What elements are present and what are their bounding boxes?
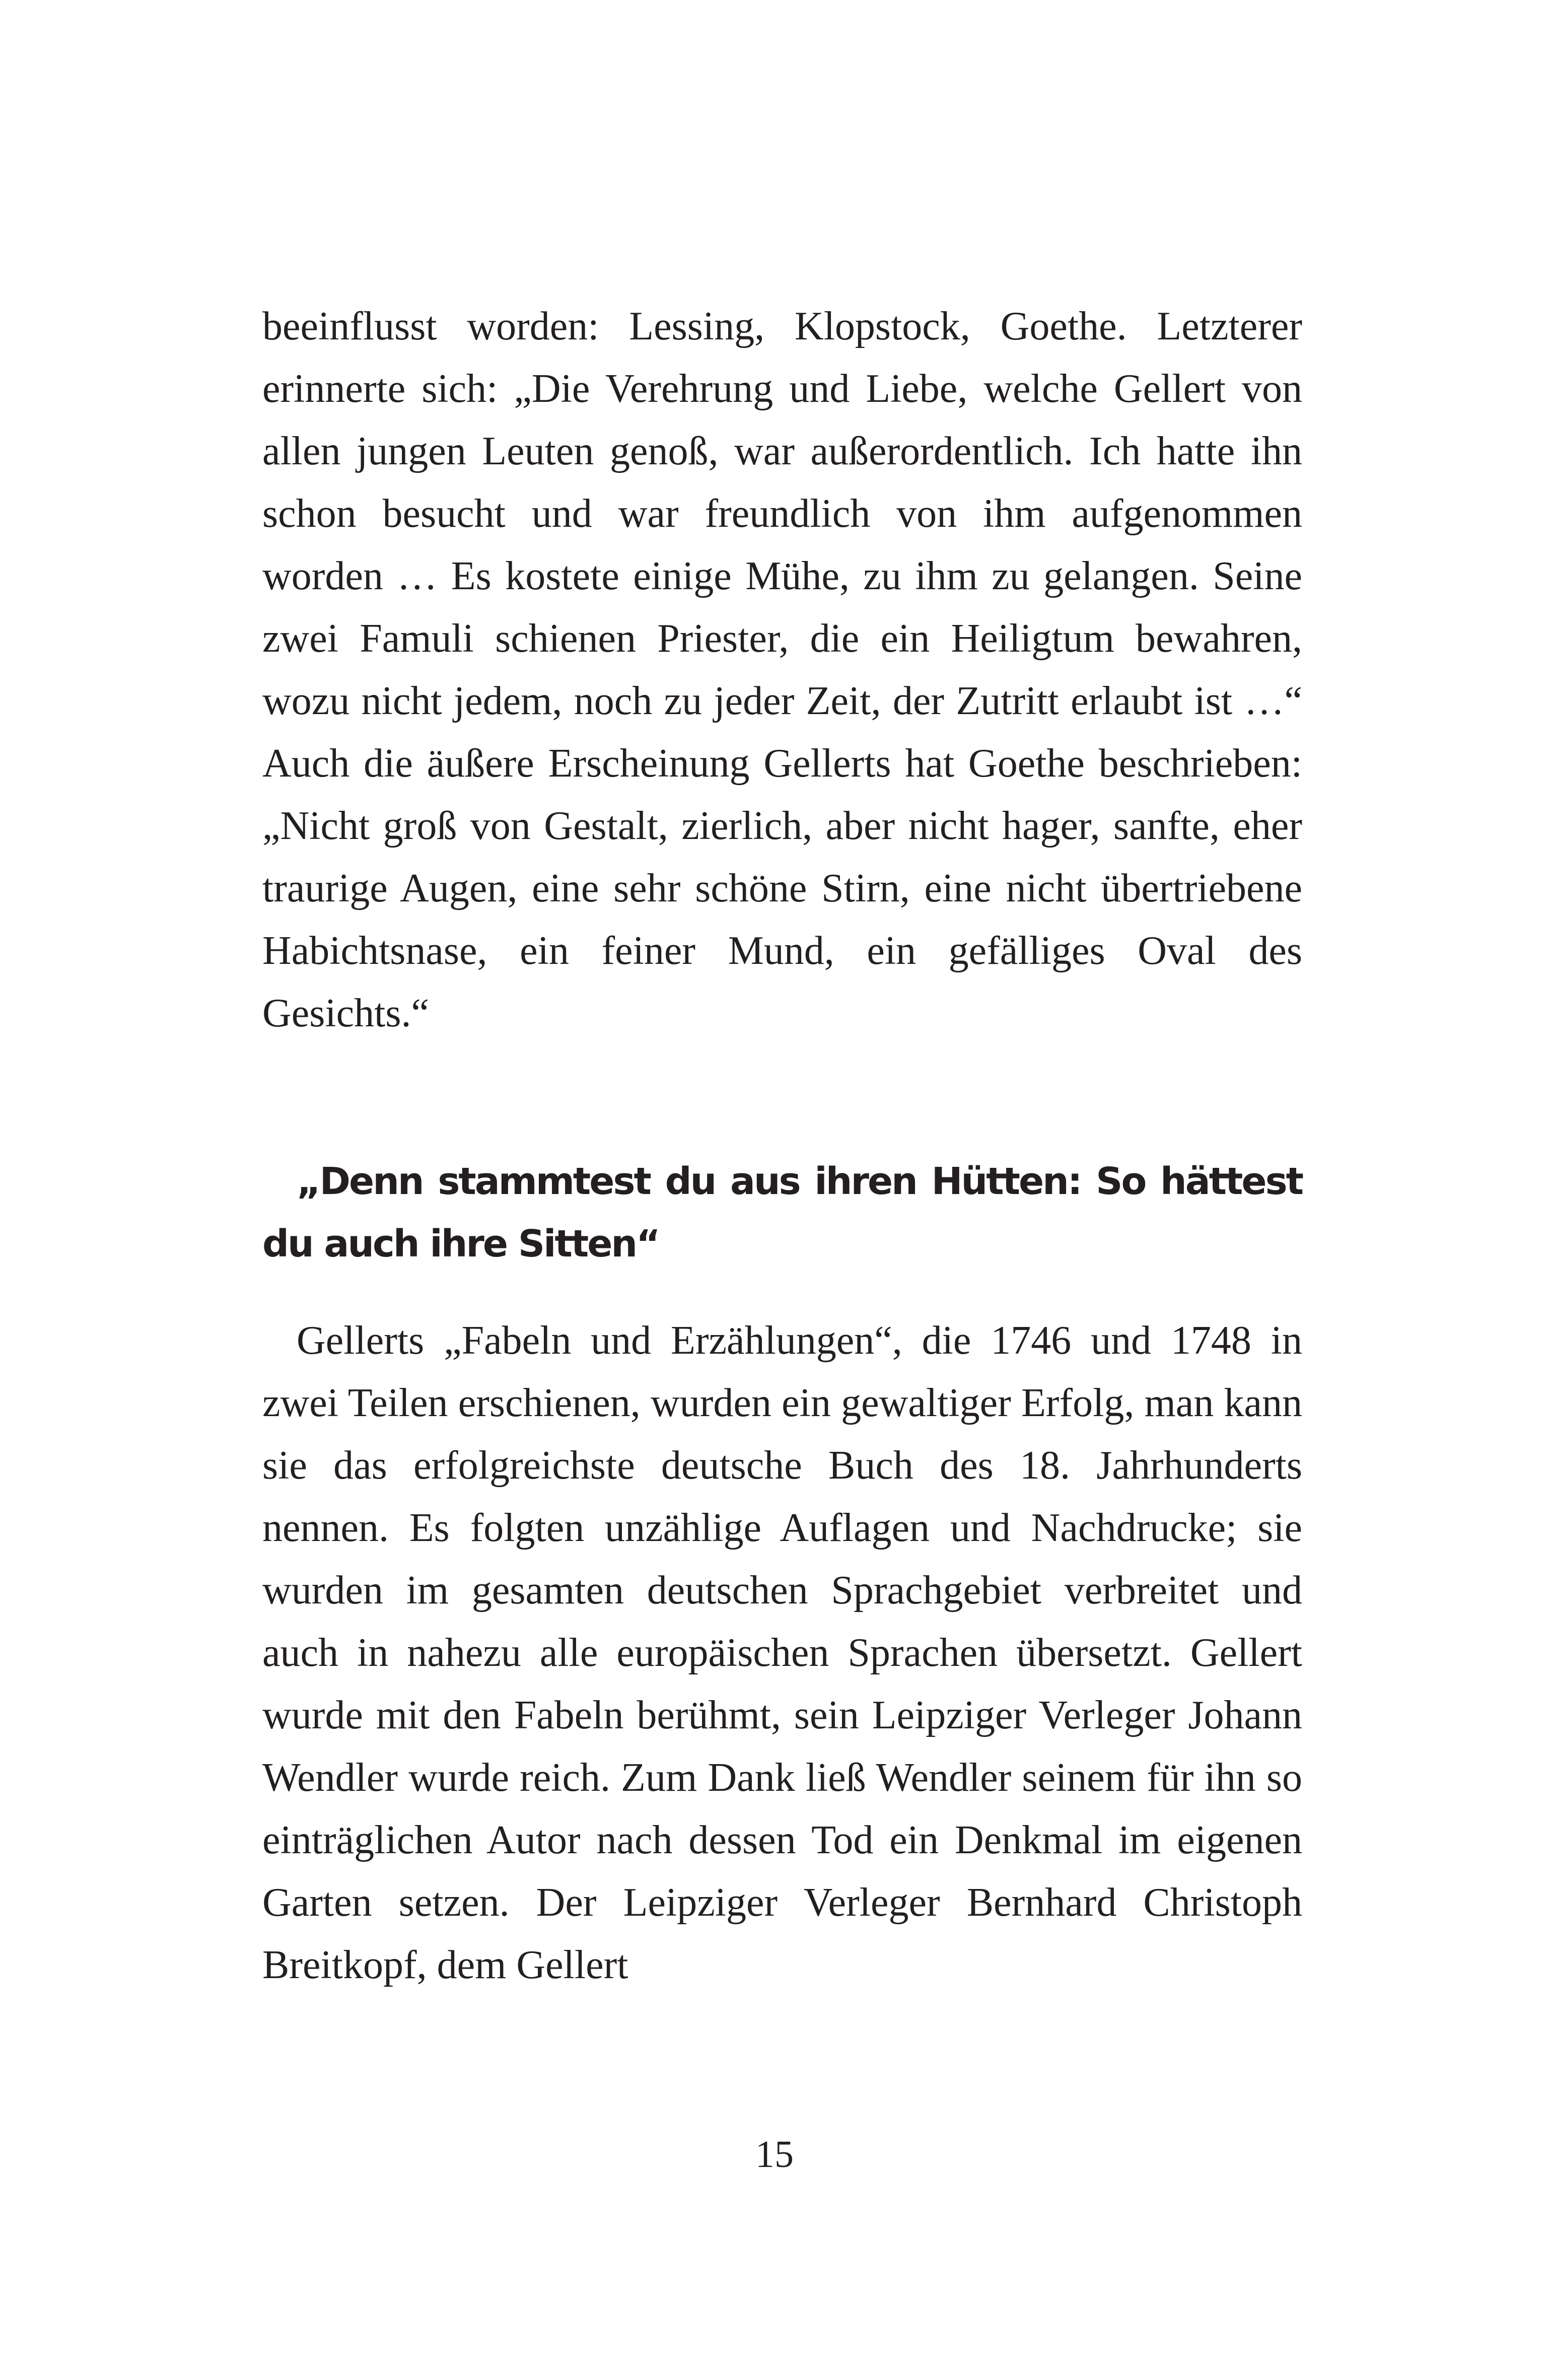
section-heading: „Denn stammtest du aus ihren Hütten: So hättest du auch ihre Sitten“ <box>262 1160 1302 1266</box>
paragraph-goethe-recollection <box>262 295 1302 1044</box>
paragraph-fabeln <box>262 1309 1302 1996</box>
paragraph-text: beeinflusst worden: Lessing, Klopstock, Goethe. Letzterer erinnerte sich: „Die Verehrung und Liebe, welche Gellert von allen jungen Leuten genoß, war außerordentlich. Ich hatte ihn schon besucht und war freundlich von ihm aufgenommen worden … Es kostete einige Mühe, zu ihm zu gelangen. Seine zwei Famuli schienen Priester, die ein Heiligtum bewahren, wozu nicht jedem, noch zu jeder Zeit, der Zutritt erlaubt ist …“ Auch die äußere Erscheinung Gellerts hat Goethe beschrieben: „Nicht groß von Gestalt, zierlich, aber nicht hager, sanfte, eher traurige Augen, eine sehr schöne Stirn, eine nicht übertriebene Habichtsnase, ein feiner Mund, ein gefälliges Oval des Gesichts.“ <box>262 304 1302 1035</box>
section-heading-block <box>262 1150 1302 1275</box>
paragraph-text: Gellerts „Fabeln und Erzählungen“, die 1746 und 1748 in zwei Teilen erschienen, wurden ein gewaltiger Erfolg, man kann sie das erfolgreichste deutsche Buch des 18. Jahrhunderts nennen. Es folgten unzählige Auflagen und Nachdrucke; sie wurden im gesamten deutschen Sprachgebiet verbreitet und auch in nahezu alle europäischen Sprachen übersetzt. Gellert wurde mit den Fabeln berühmt, sein Leipziger Verleger Johann Wendler wurde reich. Zum Dank ließ Wendler seinem für ihn so einträglichen Autor nach dessen Tod ein Denkmal im eigenen Garten setzen. Der Leipziger Verleger Bernhard Christoph Breitkopf, dem Gellert <box>262 1318 1302 1987</box>
page-number: 15 <box>755 2133 794 2176</box>
